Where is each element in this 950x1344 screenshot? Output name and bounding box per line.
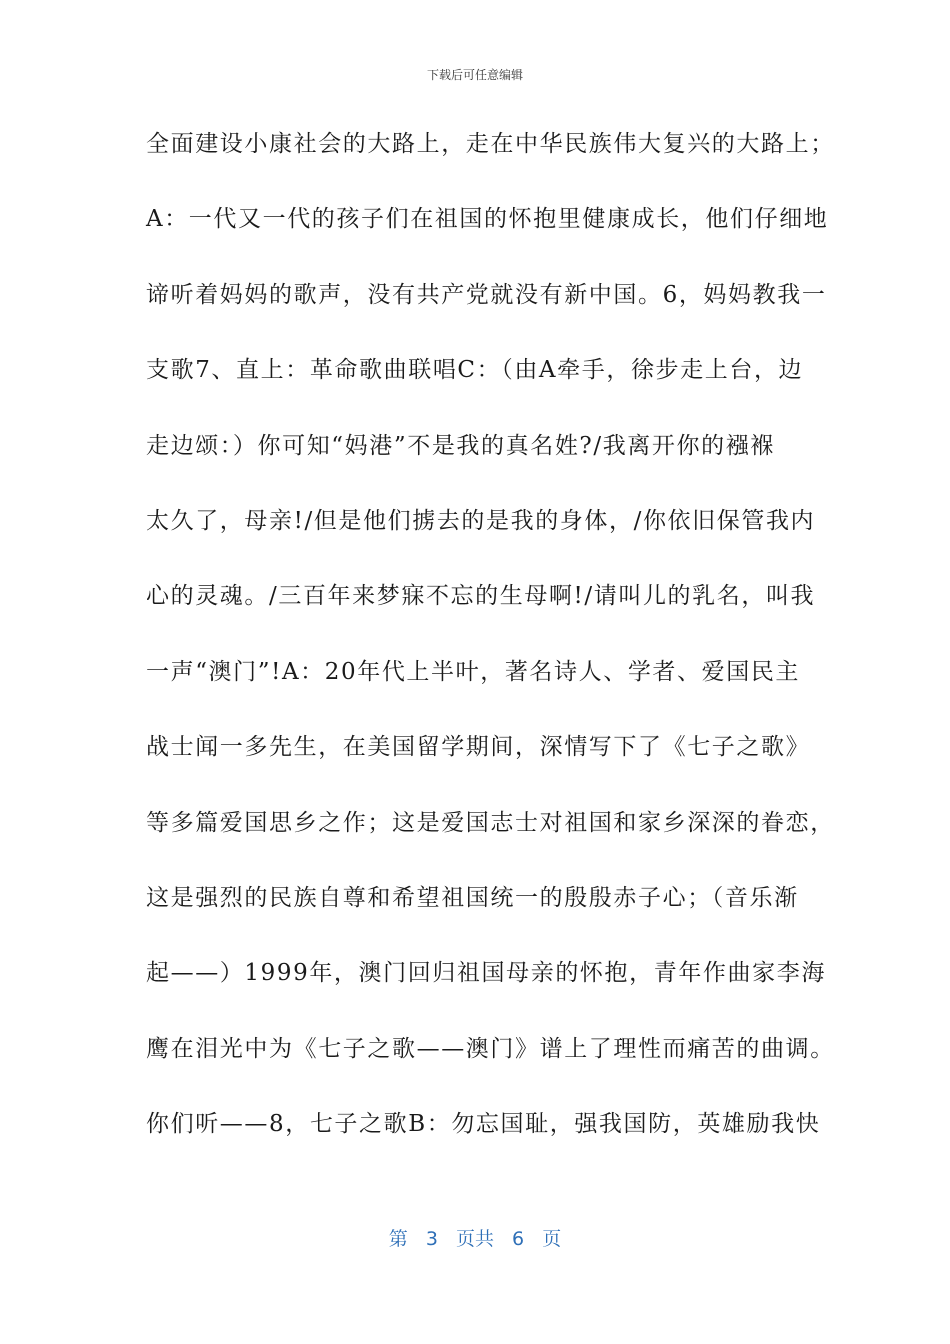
total-pages-number: 6: [512, 1228, 525, 1250]
body-line: 太久了，母亲!/但是他们掳去的是我的身体，/你依旧保管我内: [146, 507, 816, 534]
page-label-middle: 页共: [455, 1228, 494, 1250]
page-header-note: 下载后可任意编辑: [426, 68, 523, 82]
document-body: [146, 118, 835, 1173]
page-label-prefix: 第: [388, 1228, 408, 1250]
body-line: 全面建设小康社会的大路上，走在中华民族伟大复兴的大路上；: [146, 131, 835, 157]
body-line: 起——）1999年，澳门回归祖国母亲的怀抱，青年作曲家李海: [146, 960, 826, 987]
body-line: 这是强烈的民族自尊和希望祖国统一的殷殷赤子心；（音乐渐: [146, 884, 799, 911]
body-line: A：一代又一代的孩子们在祖国的怀抱里健康成长，他们仔细地: [146, 206, 829, 233]
body-line: 战士闻一多先生，在美国留学期间，深情写下了《七子之歌》: [146, 734, 811, 761]
body-line: 心的灵魂。/三百年来梦寐不忘的生母啊!/请叫儿的乳名，叫我: [146, 583, 816, 610]
current-page-number: 3: [425, 1228, 438, 1250]
page-footer: [0, 1224, 950, 1251]
body-line: 一声“澳门”!A：20年代上半叶，著名诗人、学者、爱国民主: [146, 658, 801, 685]
body-line: 支歌7、直上：革命歌曲联唱C：（由A牵手，徐步走上台，边: [146, 357, 804, 384]
body-line: 等多篇爱国思乡之作；这是爱国志士对祖国和家乡深深的眷恋，: [146, 809, 835, 836]
body-line: 鹰在泪光中为《七子之歌——澳门》谱上了理性而痛苦的曲调。: [146, 1035, 835, 1062]
body-line: 谛听着妈妈的歌声，没有共产党就没有新中国。6，妈妈教我一: [146, 281, 827, 308]
page-label-suffix: 页: [542, 1228, 562, 1250]
body-line: 走边颂：）你可知“妈港”不是我的真名姓?/我离开你的襁褓: [146, 432, 775, 459]
body-line: 你们听——8，七子之歌B：勿忘国耻，强我国防，英雄励我快: [146, 1111, 821, 1138]
